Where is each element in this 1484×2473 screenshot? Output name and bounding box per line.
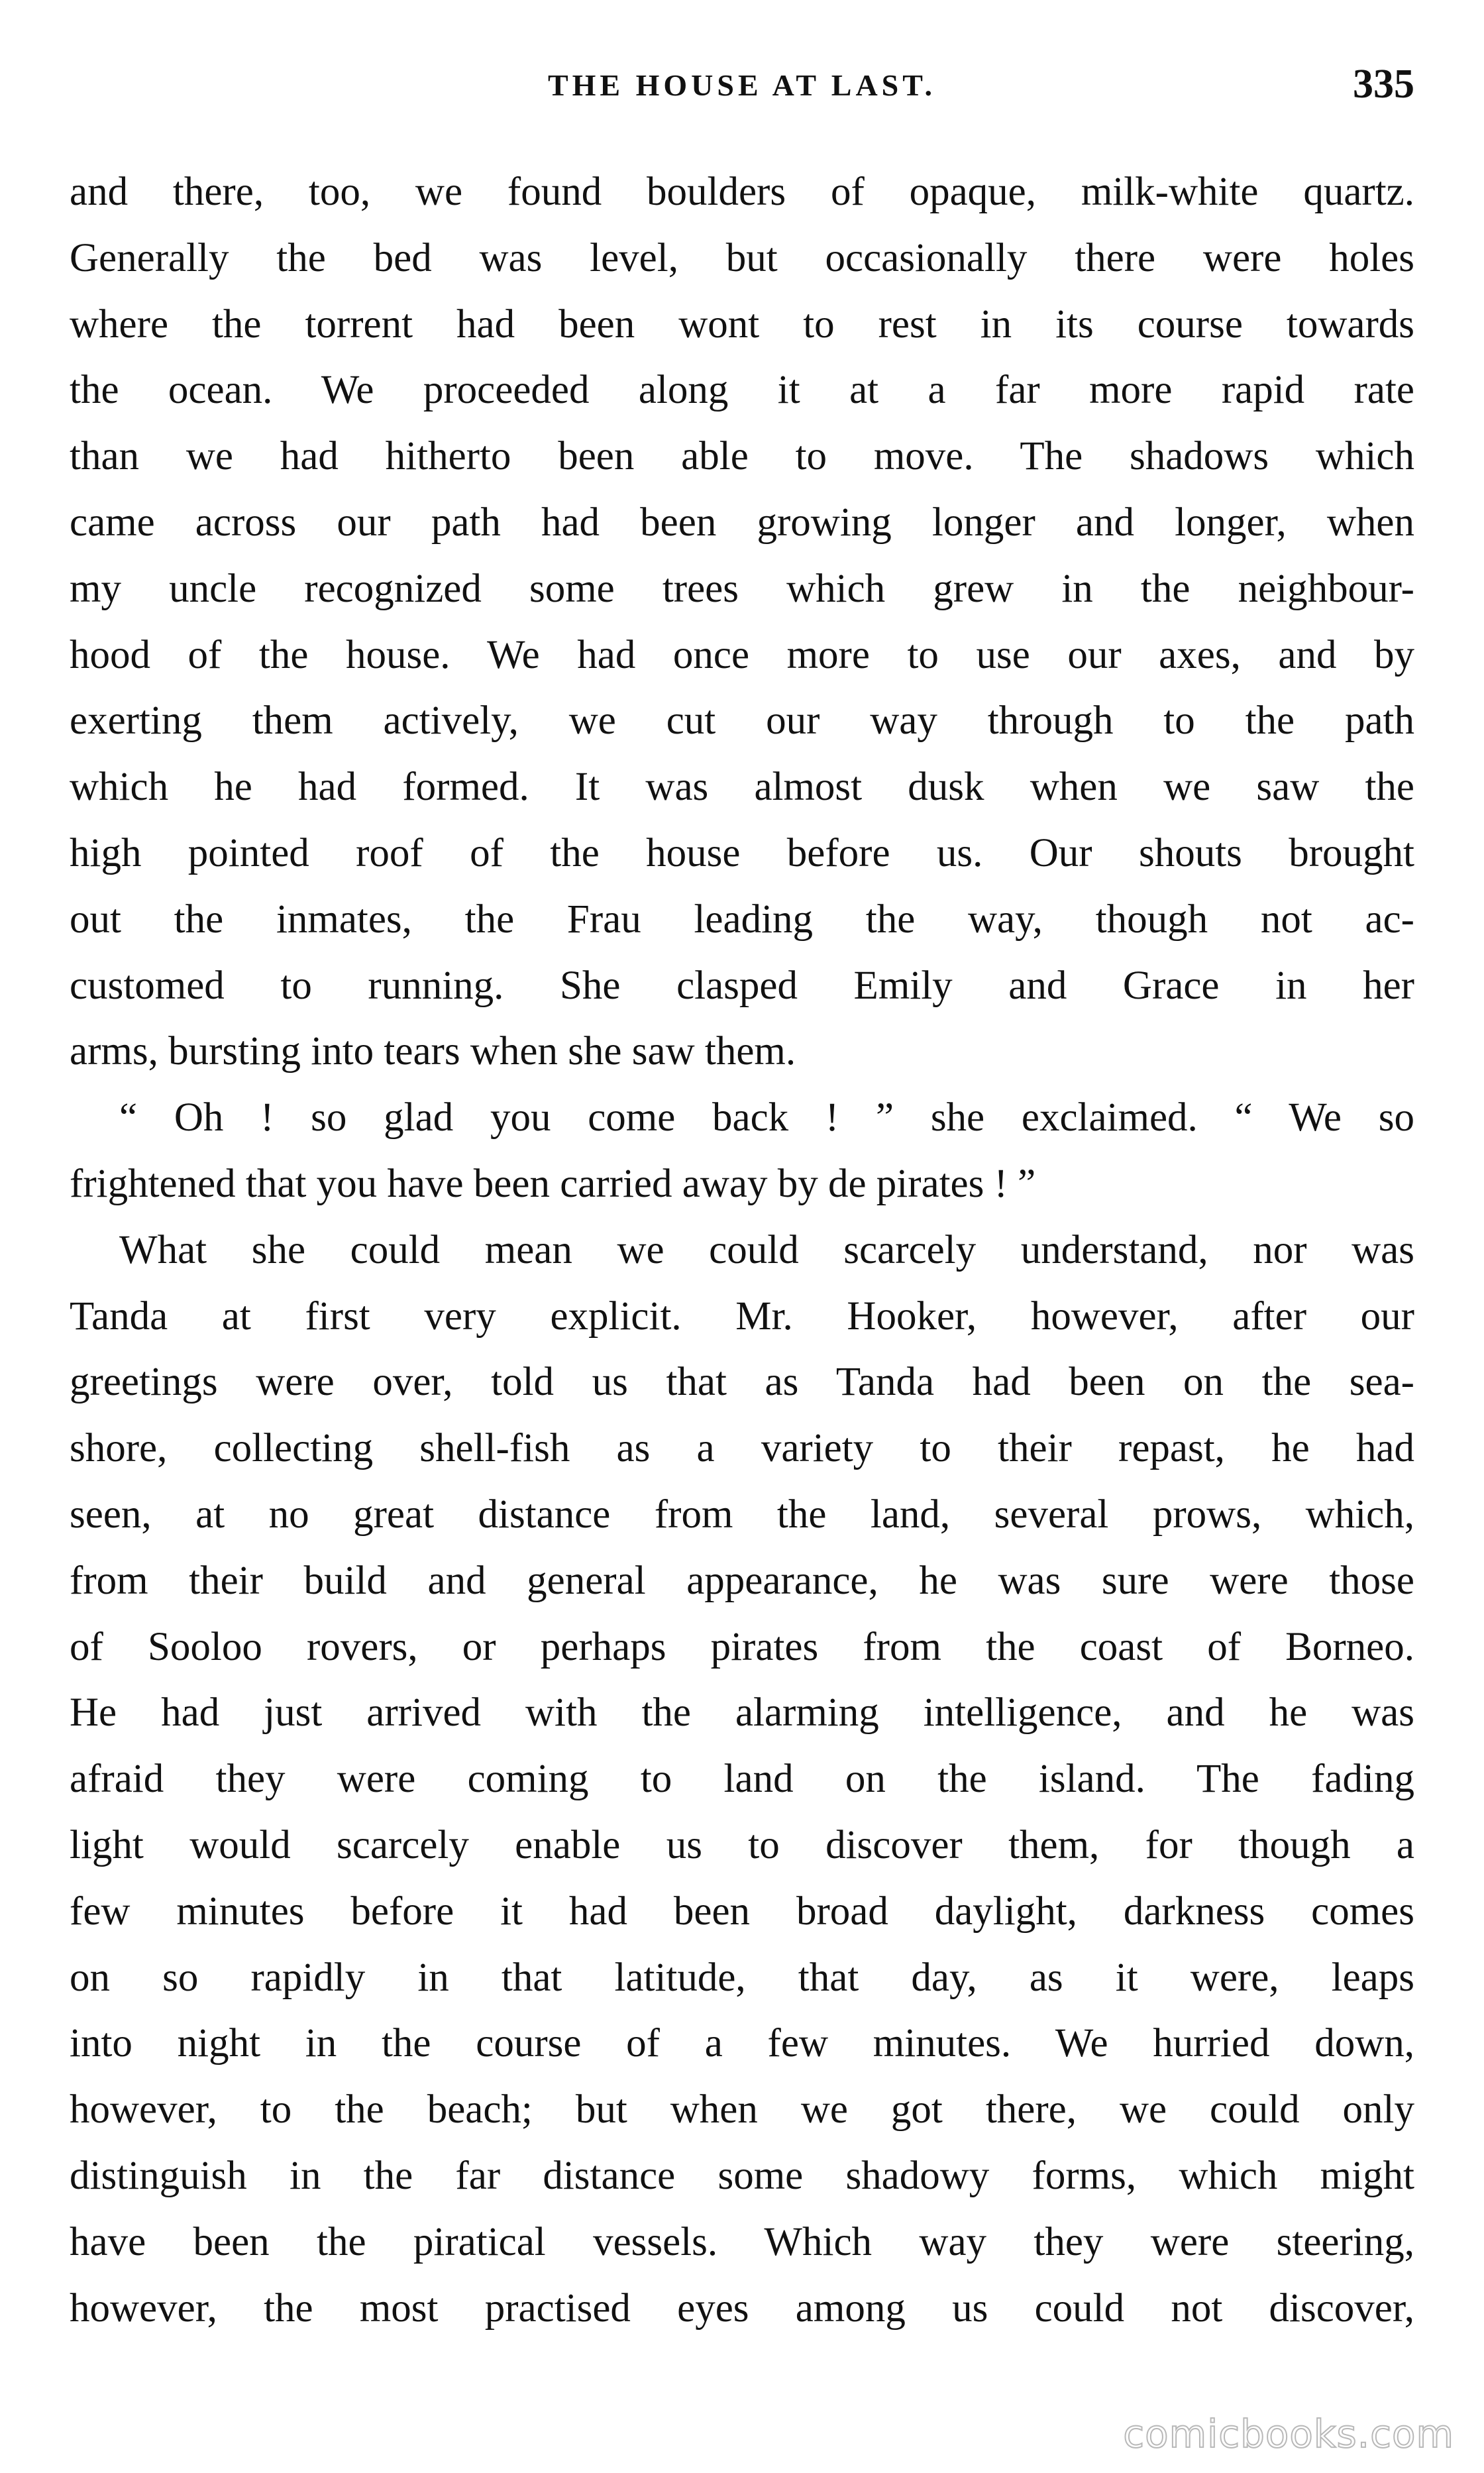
text-line: out the inmates, the Frau leading the way, though not ac- [70, 897, 1414, 942]
text-line: which he had formed. It was almost dusk when we saw the [70, 765, 1414, 810]
text-line: of Sooloo rovers, or perhaps pirates from the coast of Borneo. [70, 1624, 1414, 1669]
text-line: have been the piratical vessels. Which way they were steering, [70, 2219, 1414, 2264]
text-line: shore, collecting shell-fish as a variety to their repast, he had [70, 1426, 1414, 1471]
text-line: greetings were over, told us that as Tanda had been on the sea- [70, 1360, 1414, 1405]
text-line: on so rapidly in that latitude, that day, as it were, leaps [70, 1955, 1414, 2000]
text-line: however, to the beach; but when we got there, we could only [70, 2087, 1414, 2132]
text-line: few minutes before it had been broad daylight, darkness comes [70, 1889, 1414, 1934]
text-line: Tanda at first very explicit. Mr. Hooker, however, after our [70, 1293, 1414, 1339]
text-line: where the torrent had been wont to rest in its course towards [70, 302, 1414, 347]
text-line: What she could mean we could scarcely understand, nor was [119, 1227, 1414, 1272]
text-line: than we had hitherto been able to move. The shadows which [70, 434, 1414, 479]
text-line: “ Oh ! so glad you come back ! ” she exclaimed. “ We so [119, 1095, 1414, 1140]
text-line: into night in the course of a few minutes. We hurried down, [70, 2021, 1414, 2066]
text-line: the ocean. We proceeded along it at a far more rapid rate [70, 368, 1414, 413]
text-line: frightened that you have been carried away by de pirates ! ” [70, 1161, 1036, 1206]
text-line: Generally the bed was level, but occasionally there were holes [70, 235, 1414, 280]
text-line: He had just arrived with the alarming intelligence, and he was [70, 1690, 1414, 1735]
text-line: from their build and general appearance, he was sure were those [70, 1558, 1414, 1603]
running-title: THE HOUSE AT LAST. [547, 68, 937, 102]
text-line: distinguish in the far distance some shadowy forms, which might [70, 2153, 1414, 2198]
text-line: seen, at no great distance from the land, several prows, which, [70, 1492, 1414, 1537]
text-line: light would scarcely enable us to discover them, for though a [70, 1822, 1414, 1867]
text-line: exerting them actively, we cut our way through to the path [70, 698, 1414, 743]
text-line: hood of the house. We had once more to use our axes, and by [70, 632, 1414, 677]
text-line: high pointed roof of the house before us. Our shouts brought [70, 830, 1414, 875]
text-line: arms, bursting into tears when she saw them. [70, 1029, 796, 1074]
watermark: comicbooks.com [1123, 2411, 1454, 2456]
text-line: and there, too, we found boulders of opaque, milk-white quartz. [70, 170, 1414, 214]
text-line: my uncle recognized some trees which grew in the neighbour- [70, 566, 1414, 611]
page-number: 335 [1353, 62, 1414, 107]
text-line: customed to running. She clasped Emily and Grace in her [70, 963, 1414, 1008]
body-text [70, 159, 1414, 2341]
text-line: afraid they were coming to land on the island. The fading [70, 1757, 1414, 1802]
running-header [70, 61, 1414, 114]
text-line: however, the most practised eyes among us could not discover, [70, 2285, 1414, 2331]
text-line: came across our path had been growing longer and longer, when [70, 500, 1414, 545]
